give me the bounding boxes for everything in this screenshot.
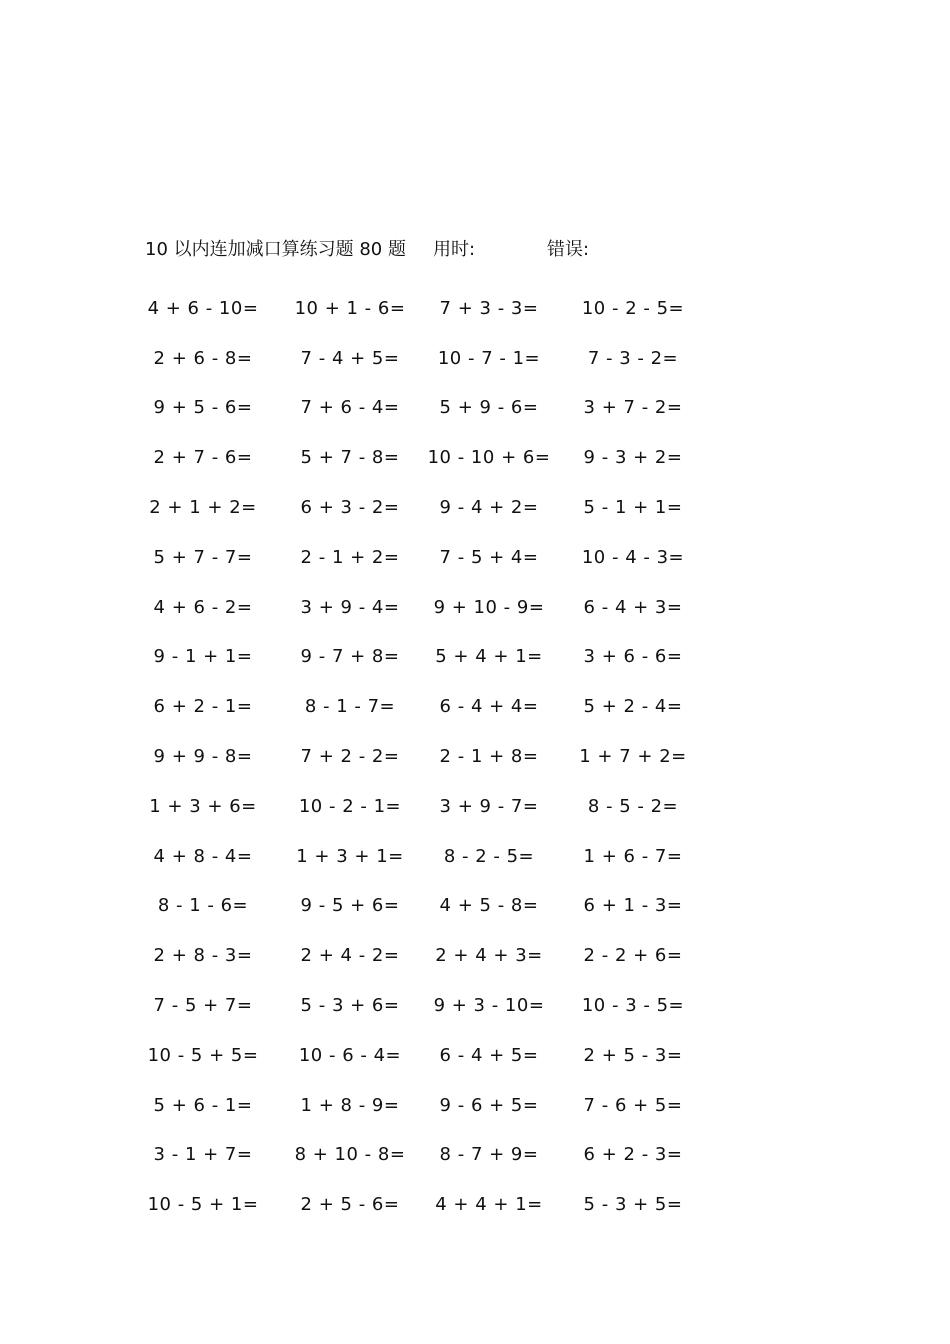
math-problem: 6 - 4 + 4= xyxy=(439,696,539,718)
math-problem: 8 - 7 + 9= xyxy=(439,1144,539,1166)
math-problem: 9 + 9 - 8= xyxy=(153,746,253,768)
problem-row xyxy=(125,633,745,683)
problem-row xyxy=(125,384,745,434)
math-problem: 3 + 7 - 2= xyxy=(583,397,683,419)
math-problem: 9 + 3 - 10= xyxy=(433,995,545,1017)
math-problem: 4 + 6 - 10= xyxy=(147,297,259,319)
math-problem: 7 + 2 - 2= xyxy=(300,746,400,768)
math-problem: 4 + 4 + 1= xyxy=(435,1194,543,1216)
math-problem: 7 - 3 - 2= xyxy=(587,347,679,369)
math-problem: 1 + 3 + 1= xyxy=(296,845,404,867)
math-problem: 2 + 5 - 6= xyxy=(300,1194,400,1216)
problem-row xyxy=(125,1131,745,1181)
problem-row xyxy=(125,334,745,384)
math-problem: 7 - 5 + 4= xyxy=(439,546,539,568)
problem-row xyxy=(125,782,745,832)
math-problem: 5 + 7 - 7= xyxy=(153,546,253,568)
math-problem: 7 - 4 + 5= xyxy=(300,347,400,369)
math-problem: 2 + 4 - 2= xyxy=(300,945,400,967)
problem-row xyxy=(125,832,745,882)
math-problem: 8 - 1 - 7= xyxy=(304,696,396,718)
math-problem: 2 - 1 + 2= xyxy=(300,546,400,568)
math-problem: 10 - 5 + 1= xyxy=(147,1194,259,1216)
math-problem: 5 + 6 - 1= xyxy=(153,1094,253,1116)
problem-row xyxy=(125,1031,745,1081)
math-problem: 10 - 2 - 1= xyxy=(298,795,402,817)
problem-row xyxy=(125,931,745,981)
math-problem: 5 + 4 + 1= xyxy=(435,646,543,668)
problem-grid xyxy=(125,284,745,1230)
math-problem: 4 + 6 - 2= xyxy=(153,596,253,618)
math-problem: 10 - 7 - 1= xyxy=(437,347,541,369)
math-problem: 2 - 1 + 8= xyxy=(439,746,539,768)
math-problem: 5 - 3 + 6= xyxy=(300,995,400,1017)
problem-row xyxy=(125,533,745,583)
math-problem: 8 - 2 - 5= xyxy=(443,845,535,867)
math-problem: 10 - 4 - 3= xyxy=(581,546,685,568)
math-problem: 1 + 3 + 6= xyxy=(149,795,257,817)
math-problem: 6 + 3 - 2= xyxy=(300,497,400,519)
math-problem: 8 - 5 - 2= xyxy=(587,795,679,817)
worksheet-title: 10 以内连加减口算练习题 80 题 xyxy=(145,239,406,260)
math-problem: 3 + 9 - 7= xyxy=(439,795,539,817)
math-problem: 8 + 10 - 8= xyxy=(294,1144,406,1166)
math-problem: 6 + 1 - 3= xyxy=(583,895,683,917)
problem-row xyxy=(125,284,745,334)
math-problem: 2 + 7 - 6= xyxy=(153,447,253,469)
math-problem: 9 - 4 + 2= xyxy=(439,497,539,519)
problem-row xyxy=(125,583,745,633)
math-problem: 9 - 1 + 1= xyxy=(153,646,253,668)
math-problem: 7 + 6 - 4= xyxy=(300,397,400,419)
math-problem: 10 - 6 - 4= xyxy=(298,1044,402,1066)
math-problem: 3 + 6 - 6= xyxy=(583,646,683,668)
worksheet-header xyxy=(0,236,950,264)
math-problem: 5 - 1 + 1= xyxy=(583,497,683,519)
problem-row xyxy=(125,1081,745,1131)
math-problem: 5 + 9 - 6= xyxy=(439,397,539,419)
math-problem: 4 + 5 - 8= xyxy=(439,895,539,917)
math-problem: 10 - 2 - 5= xyxy=(581,297,685,319)
error-label: 错误: xyxy=(547,239,590,260)
math-problem: 9 + 10 - 9= xyxy=(433,596,545,618)
problem-row xyxy=(125,483,745,533)
math-problem: 10 - 10 + 6= xyxy=(427,447,551,469)
math-problem: 10 + 1 - 6= xyxy=(294,297,406,319)
problem-row xyxy=(125,1180,745,1230)
math-problem: 10 - 3 - 5= xyxy=(581,995,685,1017)
math-problem: 2 + 8 - 3= xyxy=(153,945,253,967)
math-problem: 7 - 6 + 5= xyxy=(583,1094,683,1116)
math-problem: 3 - 1 + 7= xyxy=(153,1144,253,1166)
math-problem: 5 + 2 - 4= xyxy=(583,696,683,718)
math-problem: 6 + 2 - 1= xyxy=(153,696,253,718)
math-problem: 2 + 6 - 8= xyxy=(153,347,253,369)
problem-row xyxy=(125,732,745,782)
math-problem: 10 - 5 + 5= xyxy=(147,1044,259,1066)
math-problem: 9 - 6 + 5= xyxy=(439,1094,539,1116)
problem-row xyxy=(125,433,745,483)
math-problem: 9 - 3 + 2= xyxy=(583,447,683,469)
math-problem: 6 - 4 + 5= xyxy=(439,1044,539,1066)
math-problem: 7 + 3 - 3= xyxy=(439,297,539,319)
math-problem: 6 - 4 + 3= xyxy=(583,596,683,618)
problem-row xyxy=(125,682,745,732)
math-problem: 9 + 5 - 6= xyxy=(153,397,253,419)
math-problem: 9 - 7 + 8= xyxy=(300,646,400,668)
math-problem: 5 + 7 - 8= xyxy=(300,447,400,469)
math-problem: 1 + 6 - 7= xyxy=(583,845,683,867)
math-problem: 1 + 8 - 9= xyxy=(300,1094,400,1116)
math-problem: 7 - 5 + 7= xyxy=(153,995,253,1017)
math-problem: 4 + 8 - 4= xyxy=(153,845,253,867)
problem-row xyxy=(125,981,745,1031)
math-problem: 2 + 4 + 3= xyxy=(435,945,543,967)
math-problem: 5 - 3 + 5= xyxy=(583,1194,683,1216)
math-problem: 6 + 2 - 3= xyxy=(583,1144,683,1166)
math-problem: 1 + 7 + 2= xyxy=(579,746,687,768)
math-problem: 2 + 1 + 2= xyxy=(149,497,257,519)
math-problem: 8 - 1 - 6= xyxy=(157,895,249,917)
math-problem: 9 - 5 + 6= xyxy=(300,895,400,917)
math-problem: 3 + 9 - 4= xyxy=(300,596,400,618)
time-label: 用时: xyxy=(433,239,476,260)
problem-row xyxy=(125,882,745,932)
math-problem: 2 + 5 - 3= xyxy=(583,1044,683,1066)
math-problem: 2 - 2 + 6= xyxy=(583,945,683,967)
